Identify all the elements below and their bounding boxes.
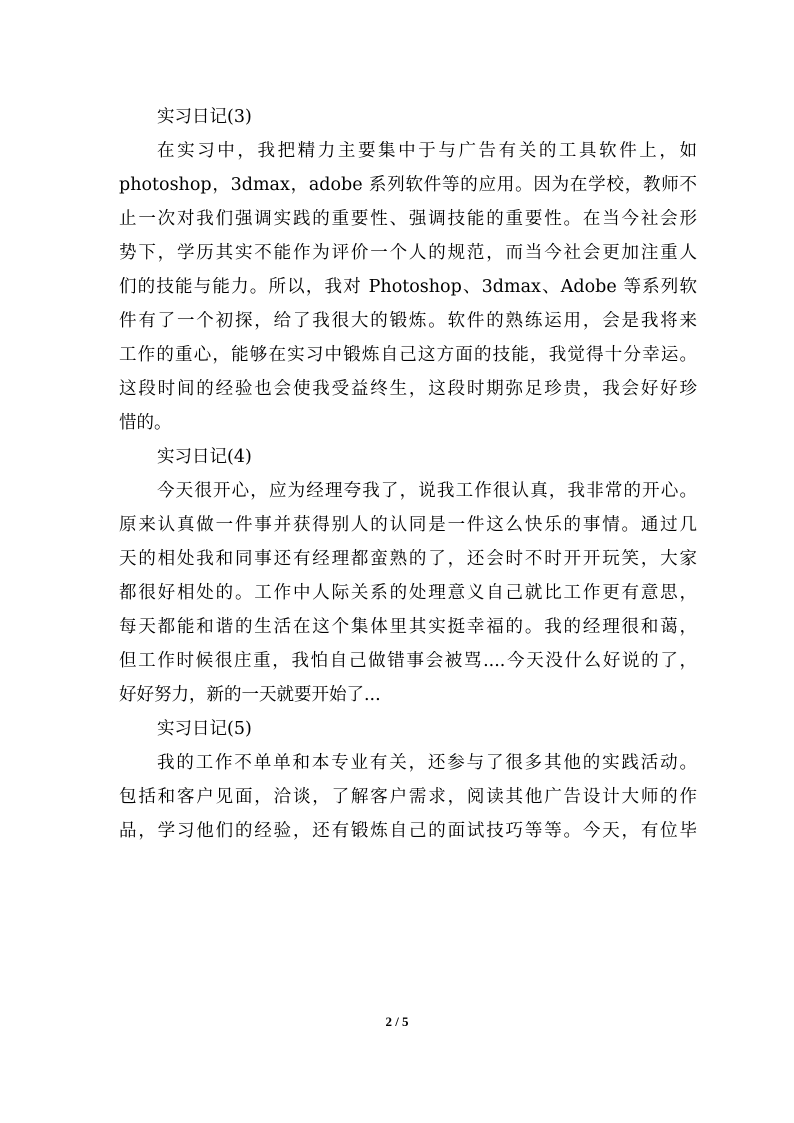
- entry-heading: 实习日记(5): [157, 719, 252, 739]
- paragraph-line: 今天很开心，应为经理夸我了，说我工作很认真，我非常的开心。: [157, 481, 697, 501]
- paragraph-line: 原来认真做一件事并获得别人的认同是一件这么快乐的事情。通过几: [119, 515, 697, 535]
- diary-entry-4: [119, 440, 697, 712]
- paragraph-line: 惜的。: [119, 413, 172, 433]
- paragraph-line: 势下，学历其实不能作为评价一个人的规范，而当今社会更加注重人: [119, 243, 697, 263]
- paragraph-line: 我的工作不单单和本专业有关，还参与了很多其他的实践活动。: [157, 753, 697, 773]
- paragraph-line: 工作的重心，能够在实习中锻炼自己这方面的技能，我觉得十分幸运。: [119, 345, 697, 365]
- diary-entry-3: [119, 100, 697, 440]
- paragraph-line: 包括和客户见面，洽谈，了解客户需求，阅读其他广告设计大师的作: [119, 787, 697, 807]
- entry-heading: 实习日记(4): [157, 447, 252, 467]
- paragraph-line: 止一次对我们强调实践的重要性、强调技能的重要性。在当今社会形: [119, 209, 697, 229]
- paragraph-line: 好好努力，新的一天就要开始了...: [119, 685, 381, 705]
- paragraph-line: 们的技能与能力。所以，我对 Photoshop、3dmax、Adobe 等系列软: [119, 277, 697, 297]
- paragraph-line: 在实习中，我把精力主要集中于与广告有关的工具软件上，如: [157, 141, 697, 161]
- document-body: [119, 100, 697, 848]
- paragraph-line: 件有了一个初探，给了我很大的锻炼。软件的熟练运用，会是我将来: [119, 311, 697, 331]
- paragraph-line: photoshop，3dmax，adobe 系列软件等的应用。因为在学校，教师不: [119, 175, 697, 195]
- paragraph-line: 这段时间的经验也会使我受益终生，这段时期弥足珍贵，我会好好珍: [119, 379, 697, 399]
- diary-entry-5: [119, 712, 697, 848]
- paragraph-line: 都很好相处的。工作中人际关系的处理意义自己就比工作更有意思，: [119, 583, 697, 603]
- paragraph-line: 天的相处我和同事还有经理都蛮熟的了，还会时不时开开玩笑，大家: [119, 549, 697, 569]
- paragraph-line: 但工作时候很庄重，我怕自己做错事会被骂....今天没什么好说的了，: [119, 651, 697, 671]
- paragraph-line: 品，学习他们的经验，还有锻炼自己的面试技巧等等。今天，有位毕: [119, 821, 697, 841]
- entry-heading: 实习日记(3): [157, 107, 252, 127]
- page-number: 2 / 5: [385, 1014, 409, 1029]
- paragraph-line: 每天都能和谐的生活在这个集体里其实挺幸福的。我的经理很和蔼，: [119, 617, 697, 637]
